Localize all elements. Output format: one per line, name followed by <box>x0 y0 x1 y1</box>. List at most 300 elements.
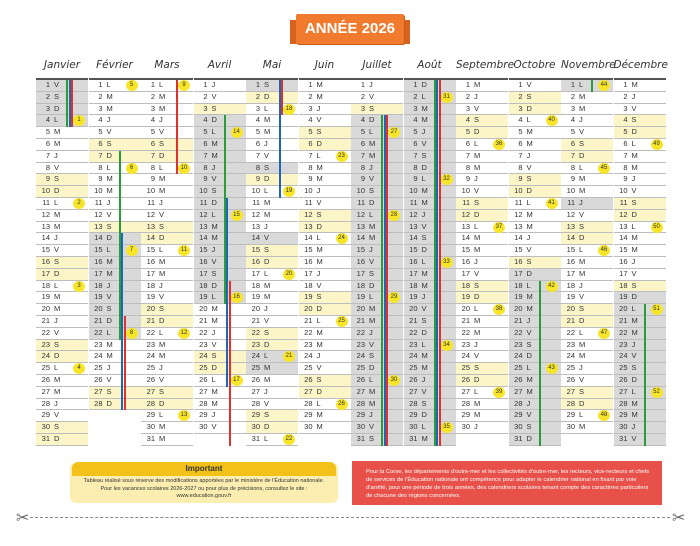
day-cell <box>404 399 456 411</box>
day-number: 10 <box>409 186 418 196</box>
day-number: 10 <box>146 186 155 196</box>
day-letter: V <box>631 186 637 196</box>
day-number: 3 <box>465 103 470 113</box>
day-cell <box>456 151 508 163</box>
day-letter: D <box>159 316 165 325</box>
day-letter: V <box>159 292 165 302</box>
day-cell <box>614 222 666 234</box>
day-number: 8 <box>413 162 418 172</box>
day-cell <box>246 399 298 411</box>
day-cell <box>36 340 88 352</box>
day-cell <box>404 92 456 104</box>
day-letter: M <box>54 209 61 219</box>
day-letter: D <box>159 233 165 243</box>
day-letter: S <box>579 221 585 231</box>
day-letter: L <box>421 257 426 266</box>
day-cell <box>141 328 193 340</box>
day-cell <box>404 163 456 175</box>
day-cell <box>141 410 193 422</box>
day-number: 5 <box>570 127 575 137</box>
day-letter: M <box>159 91 166 101</box>
day-number: 8 <box>308 162 313 172</box>
day-letter: J <box>159 280 163 290</box>
day-cell <box>561 163 613 175</box>
day-cell <box>614 328 666 340</box>
day-number: 20 <box>94 304 103 314</box>
day-cell <box>351 163 403 175</box>
day-number: 17 <box>566 268 575 278</box>
day-letter: L <box>421 422 426 432</box>
day-number: 4 <box>98 115 103 125</box>
day-number: 28 <box>619 398 628 408</box>
day-number: 10 <box>619 186 628 196</box>
day-cell <box>456 387 508 399</box>
day-number: 22 <box>566 327 575 337</box>
day-number: 22 <box>199 327 208 337</box>
day-cell <box>614 186 666 198</box>
day-letter: S <box>264 245 270 255</box>
day-number: 16 <box>146 257 155 266</box>
day-letter: J <box>54 398 58 408</box>
day-letter: S <box>526 257 532 266</box>
day-cell <box>141 304 193 316</box>
day-letter: D <box>264 91 270 101</box>
day-cell <box>246 269 298 281</box>
day-cell <box>89 292 141 304</box>
day-letter: S <box>316 209 322 219</box>
day-letter: D <box>421 162 427 172</box>
day-letter: J <box>211 245 216 255</box>
day-letter: S <box>316 375 322 384</box>
day-cell <box>351 363 403 375</box>
day-letter: M <box>631 150 638 160</box>
day-letter: L <box>264 268 269 278</box>
day-cell <box>194 163 246 175</box>
day-cell <box>141 292 193 304</box>
day-letter: S <box>631 198 637 207</box>
day-number: 19 <box>514 292 523 302</box>
day-number: 7 <box>203 150 208 160</box>
day-cell <box>614 351 666 363</box>
day-number: 7 <box>360 150 365 160</box>
day-number: 11 <box>94 198 103 207</box>
day-number: 29 <box>41 410 50 420</box>
day-cell <box>194 257 246 269</box>
week-number-badge: 18 <box>283 104 295 115</box>
day-letter: M <box>631 80 638 89</box>
day-number: 20 <box>409 304 418 314</box>
day-letter: L <box>631 139 636 148</box>
day-number: 9 <box>150 174 155 184</box>
day-letter: V <box>631 268 637 278</box>
day-cell <box>246 115 298 127</box>
day-cell <box>456 115 508 127</box>
day-number: 9 <box>308 174 313 184</box>
day-number: 13 <box>41 221 50 231</box>
day-cell <box>561 245 613 257</box>
day-number: 8 <box>203 162 208 172</box>
day-letter: M <box>159 268 166 278</box>
day-number: 30 <box>251 422 260 432</box>
day-cell <box>89 174 141 186</box>
day-cell <box>141 375 193 387</box>
day-number: 6 <box>308 139 313 148</box>
day-number: 18 <box>199 280 208 290</box>
day-letter: D <box>369 198 375 207</box>
day-cell <box>246 127 298 139</box>
day-cell <box>561 186 613 198</box>
day-cell <box>351 104 403 116</box>
day-number: 12 <box>409 209 418 219</box>
day-letter: S <box>421 233 427 243</box>
day-number: 8 <box>465 162 470 172</box>
day-letter: J <box>369 410 373 420</box>
day-letter: S <box>159 304 165 314</box>
day-number: 25 <box>409 363 418 373</box>
day-number: 17 <box>409 268 418 278</box>
day-number: 29 <box>461 410 470 420</box>
day-cell <box>36 363 88 375</box>
day-letter: M <box>631 410 638 420</box>
day-letter: S <box>579 139 585 148</box>
day-number: 14 <box>409 233 418 243</box>
month-column <box>246 80 298 458</box>
day-number: 31 <box>514 434 523 443</box>
day-number: 4 <box>465 115 470 125</box>
day-letter: V <box>316 198 322 207</box>
day-number: 15 <box>619 245 628 255</box>
day-letter: D <box>211 363 217 373</box>
day-cell <box>194 410 246 422</box>
day-number: 18 <box>461 280 470 290</box>
day-letter: M <box>159 257 166 266</box>
day-number: 6 <box>518 139 523 148</box>
day-cell <box>404 340 456 352</box>
day-number: 23 <box>41 339 50 349</box>
day-letter: V <box>369 422 375 432</box>
day-letter: V <box>54 410 60 420</box>
day-cell <box>614 245 666 257</box>
page-title: ANNÉE 2026 <box>296 14 404 44</box>
day-cell <box>36 269 88 281</box>
day-number: 3 <box>360 103 365 113</box>
day-number: 22 <box>409 327 418 337</box>
day-letter: L <box>631 221 636 231</box>
day-number: 24 <box>356 351 365 361</box>
holiday-zone-bar <box>124 316 126 410</box>
day-number: 13 <box>514 221 523 231</box>
day-cell <box>614 198 666 210</box>
day-number: 7 <box>45 150 50 160</box>
day-cell <box>351 127 403 139</box>
holiday-zone-bar <box>439 80 441 446</box>
day-cell <box>509 127 561 139</box>
day-letter: M <box>474 162 481 172</box>
day-letter: M <box>369 398 376 408</box>
day-number: 11 <box>42 198 50 207</box>
day-letter: M <box>106 257 113 266</box>
day-number: 7 <box>413 150 418 160</box>
week-number-badge: 23 <box>336 151 348 162</box>
day-letter: M <box>421 186 428 196</box>
calendar-grid <box>36 80 666 458</box>
day-letter: J <box>421 375 426 384</box>
day-letter: V <box>106 127 112 137</box>
day-cell <box>404 127 456 139</box>
day-number: 30 <box>41 422 50 432</box>
day-letter: M <box>526 127 533 137</box>
day-number: 19 <box>356 292 365 302</box>
day-letter: L <box>211 292 216 302</box>
week-number-badge: 27 <box>388 127 400 138</box>
day-cell <box>36 115 88 127</box>
day-number: 25 <box>146 363 155 373</box>
day-cell <box>194 375 246 387</box>
day-cell <box>141 269 193 281</box>
week-number-badge: 4 <box>73 363 85 374</box>
day-letter: J <box>474 339 478 349</box>
day-cell <box>89 115 141 127</box>
day-letter: D <box>631 209 637 219</box>
day-number: 26 <box>41 375 50 384</box>
day-cell <box>509 174 561 186</box>
day-cell <box>561 127 613 139</box>
day-cell <box>561 340 613 352</box>
day-number: 4 <box>45 115 50 125</box>
day-number: 10 <box>514 186 523 196</box>
day-letter: V <box>316 115 322 125</box>
day-letter: S <box>159 386 165 396</box>
day-letter: M <box>316 245 323 255</box>
day-number: 1 <box>45 80 50 89</box>
day-number: 5 <box>308 127 313 137</box>
day-letter: J <box>631 91 636 101</box>
day-number: 5 <box>98 127 103 137</box>
day-letter: M <box>264 198 271 207</box>
day-number: 23 <box>146 339 155 349</box>
day-number: 16 <box>304 257 313 266</box>
day-cell <box>456 422 508 434</box>
day-number: 21 <box>356 316 365 325</box>
holiday-zone-bar <box>539 281 541 446</box>
day-letter: J <box>211 80 216 89</box>
day-cell <box>456 281 508 293</box>
day-letter: D <box>369 115 375 125</box>
day-cell <box>194 351 246 363</box>
week-number-badge: 39 <box>493 387 505 398</box>
day-letter: S <box>211 351 217 361</box>
day-letter: D <box>54 351 60 361</box>
day-cell <box>141 245 193 257</box>
day-letter: S <box>106 139 112 148</box>
day-number: 25 <box>251 363 260 373</box>
day-letter: M <box>264 375 271 384</box>
day-letter: M <box>526 375 533 384</box>
day-letter: M <box>579 91 586 101</box>
day-letter: L <box>526 115 531 125</box>
day-letter: M <box>421 198 428 207</box>
day-cell <box>561 269 613 281</box>
day-letter: L <box>54 280 59 290</box>
day-letter: L <box>579 410 584 420</box>
scissors-icon: ✂ <box>16 510 30 527</box>
day-cell <box>141 233 193 245</box>
day-letter: M <box>526 386 533 396</box>
day-letter: M <box>421 363 428 373</box>
day-number: 15 <box>566 245 575 255</box>
day-cell <box>89 127 141 139</box>
day-number: 14 <box>199 233 208 243</box>
day-cell <box>509 245 561 257</box>
day-letter: M <box>316 80 323 89</box>
day-letter: V <box>316 280 322 290</box>
day-cell <box>404 186 456 198</box>
day-number: 6 <box>98 139 103 148</box>
day-cell <box>36 174 88 186</box>
day-number: 20 <box>514 304 523 314</box>
day-cell <box>351 151 403 163</box>
day-letter: L <box>579 162 584 172</box>
day-cell <box>561 257 613 269</box>
day-letter: J <box>54 150 58 160</box>
day-letter: L <box>474 386 479 396</box>
day-number: 21 <box>409 316 418 325</box>
day-letter: J <box>474 174 478 184</box>
day-letter: S <box>264 162 270 172</box>
day-number: 19 <box>304 292 313 302</box>
day-number: 1 <box>98 80 103 89</box>
day-cell <box>351 198 403 210</box>
day-number: 31 <box>356 434 365 443</box>
day-cell <box>561 139 613 151</box>
day-letter: J <box>211 162 216 172</box>
day-cell <box>351 387 403 399</box>
day-cell <box>194 422 246 434</box>
day-cell <box>36 186 88 198</box>
day-cell <box>194 104 246 116</box>
day-letter: M <box>211 386 218 396</box>
day-number: 19 <box>94 292 103 302</box>
day-cell <box>36 351 88 363</box>
day-cell <box>561 363 613 375</box>
day-letter: V <box>159 375 165 384</box>
day-letter: D <box>264 339 270 349</box>
day-letter: J <box>421 209 426 219</box>
day-cell <box>89 269 141 281</box>
month-header: Octobre <box>509 56 561 80</box>
day-letter: S <box>264 410 270 420</box>
day-cell <box>89 186 141 198</box>
day-cell <box>299 281 351 293</box>
day-cell <box>299 245 351 257</box>
day-cell <box>509 269 561 281</box>
day-letter: V <box>159 209 165 219</box>
day-cell <box>141 316 193 328</box>
day-cell <box>141 198 193 210</box>
holiday-zone-bar <box>229 281 231 446</box>
day-number: 23 <box>304 339 313 349</box>
day-cell <box>89 351 141 363</box>
day-cell <box>456 186 508 198</box>
day-cell <box>561 222 613 234</box>
day-cell <box>141 387 193 399</box>
day-letter: V <box>211 257 217 266</box>
day-cell <box>351 328 403 340</box>
day-letter: J <box>474 257 478 266</box>
day-number: 4 <box>308 115 313 125</box>
day-number: 5 <box>413 127 418 137</box>
day-letter: M <box>526 292 533 302</box>
week-number-badge: 29 <box>388 292 400 303</box>
day-letter: M <box>264 209 271 219</box>
day-cell <box>141 363 193 375</box>
day-letter: S <box>579 304 585 314</box>
month-header: Janvier <box>36 56 88 80</box>
day-cell <box>141 434 193 446</box>
day-letter: M <box>54 375 61 384</box>
day-letter: L <box>316 233 321 243</box>
day-number: 5 <box>518 127 523 137</box>
day-cell <box>404 434 456 446</box>
day-cell <box>404 328 456 340</box>
day-cell <box>351 304 403 316</box>
day-cell <box>404 363 456 375</box>
day-cell <box>299 92 351 104</box>
day-letter: J <box>159 363 163 373</box>
day-cell <box>299 174 351 186</box>
day-number: 17 <box>461 268 470 278</box>
day-letter: L <box>579 245 584 255</box>
day-letter: M <box>211 139 218 148</box>
day-number: 16 <box>251 257 260 266</box>
day-letter: M <box>211 398 218 408</box>
day-letter: D <box>54 268 60 278</box>
day-cell <box>299 115 351 127</box>
day-cell <box>246 351 298 363</box>
day-cell <box>246 245 298 257</box>
day-letter: S <box>211 268 217 278</box>
day-letter: L <box>421 91 426 101</box>
day-cell <box>456 269 508 281</box>
day-letter: M <box>106 174 113 184</box>
day-number: 19 <box>199 292 208 302</box>
day-number: 17 <box>514 268 523 278</box>
day-number: 30 <box>461 422 470 432</box>
day-number: 22 <box>41 327 50 337</box>
day-cell <box>404 80 456 92</box>
day-cell <box>561 422 613 434</box>
day-cell <box>299 163 351 175</box>
day-number: 24 <box>514 351 523 361</box>
day-number: 11 <box>567 198 575 207</box>
day-number: 15 <box>199 245 208 255</box>
day-cell <box>351 92 403 104</box>
day-letter: D <box>159 150 165 160</box>
day-number: 18 <box>251 280 260 290</box>
day-cell <box>89 163 141 175</box>
day-cell <box>614 363 666 375</box>
day-cell <box>561 399 613 411</box>
day-cell <box>561 174 613 186</box>
day-cell <box>141 139 193 151</box>
day-letter: M <box>316 91 323 101</box>
day-cell <box>404 387 456 399</box>
day-number: 21 <box>199 316 208 325</box>
day-cell <box>351 139 403 151</box>
day-letter: J <box>579 198 583 207</box>
day-letter: V <box>474 351 480 361</box>
day-cell <box>351 316 403 328</box>
